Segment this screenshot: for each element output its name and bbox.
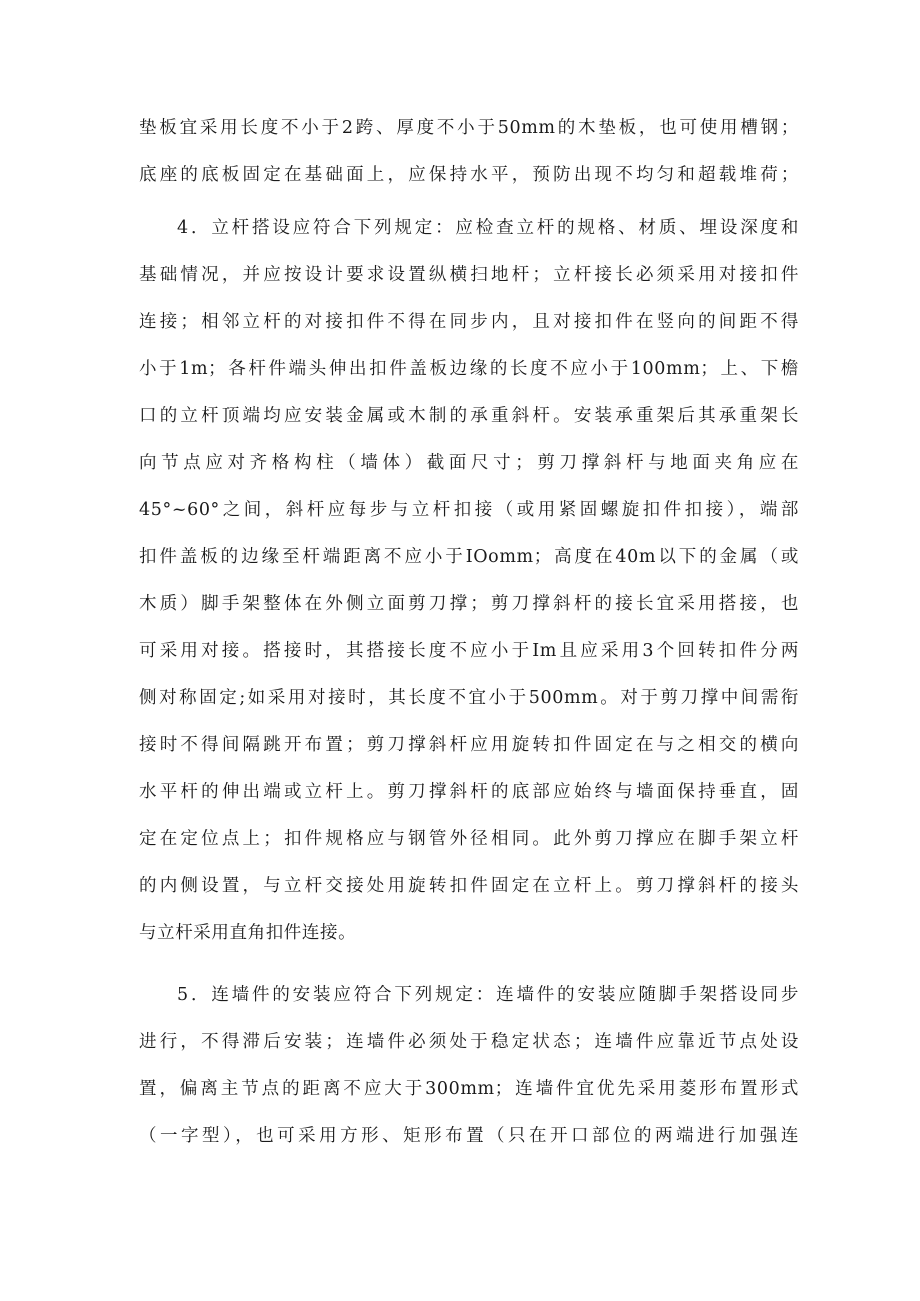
- text-line: 与立杆采用直角扣件连接。: [139, 923, 357, 943]
- text-line: 进行，不得滞后安装；连墙件必须处于稳定状态；连墙件应靠近节点处设: [139, 1032, 799, 1052]
- text-line: 5．连墙件的安装应符合下列规定：连墙件的安装应随脚手架搭设同步: [177, 985, 799, 1005]
- text-line: 扣件盖板的边缘至杆端距离不应小于IOomm；高度在40m以下的金属（或: [139, 547, 799, 567]
- paragraph-intro: [139, 105, 799, 199]
- text-line: 接时不得间隔跳开布置；剪刀撑斜杆应用旋转扣件固定在与之相交的横向: [139, 735, 799, 755]
- text-line: 口的立杆顶端均应安装金属或木制的承重斜杆。安装承重架后其承重架长: [139, 406, 799, 426]
- text-line: 底座的底板固定在基础面上，应保持水平，预防出现不均匀和超载堆荷；: [139, 165, 799, 185]
- text-line: 可采用对接。搭接时，其搭接长度不应小于Im且应采用3个回转扣件分两: [139, 641, 799, 661]
- text-line: 垫板宜采用长度不小于2跨、厚度不小于50mm的木垫板，也可使用槽钢；: [139, 118, 799, 138]
- text-line: 基础情况，并应按设计要求设置纵横扫地杆；立杆接长必须采用对接扣件: [139, 265, 799, 285]
- text-line: 木质）脚手架整体在外侧立面剪刀撑；剪刀撑斜杆的接长宜采用搭接，也: [139, 594, 799, 614]
- text-line: 向节点应对齐格构柱（墙体）截面尺寸；剪刀撑斜杆与地面夹角应在: [139, 453, 799, 473]
- text-line: 45°~60°之间，斜杆应每步与立杆扣接（或用紧固螺旋扣件扣接），端部: [139, 500, 799, 520]
- text-line: （一字型），也可采用方形、矩形布置（只在开口部位的两端进行加强连: [139, 1126, 799, 1146]
- paragraph-item-4: [139, 205, 799, 957]
- text-line: 的内侧设置，与立杆交接处用旋转扣件固定在立杆上。剪刀撑斜杆的接头: [139, 876, 799, 896]
- text-line: 侧对称固定;如采用对接时，其长度不宜小于500mm。对于剪刀撑中间需衔: [139, 688, 799, 708]
- text-line: 水平杆的伸出端或立杆上。剪刀撑斜杆的底部应始终与墙面保持垂直，固: [139, 782, 799, 802]
- text-line: 连接；相邻立杆的对接扣件不得在同步内，且对接扣件在竖向的间距不得: [139, 312, 799, 332]
- text-line: 小于1m；各杆件端头伸出扣件盖板边缘的长度不应小于100mm；上、下檐: [139, 359, 799, 379]
- text-line: 4．立杆搭设应符合下列规定：应检查立杆的规格、材质、埋设深度和: [177, 218, 799, 238]
- paragraph-item-5: [139, 972, 799, 1160]
- text-line: 置，偏离主节点的距离不应大于300mm；连墙件宜优先采用菱形布置形式: [139, 1079, 799, 1099]
- text-line: 定在定位点上；扣件规格应与钢管外径相同。此外剪刀撑应在脚手架立杆: [139, 829, 799, 849]
